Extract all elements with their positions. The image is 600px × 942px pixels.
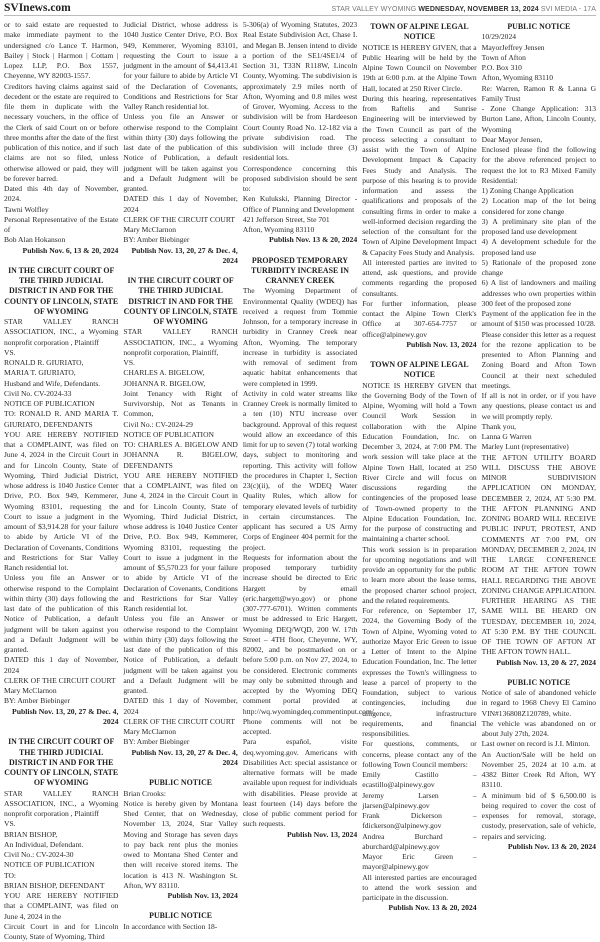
notice-heading: PUBLIC NOTICE [149, 911, 213, 921]
notice-paragraph: Civil No.: CV-2024-30 [4, 850, 74, 860]
notice-heading: TOWN OF ALPINE LEGAL NOTICE [370, 22, 469, 42]
notice-paragraph: Andrea Burchard – aburchard@alpinewy.gov [362, 831, 477, 851]
notice-paragraph: TO: [4, 870, 17, 880]
notice-paragraph: THE AFTON UTILITY BOARD WILL DISCUSS THE ABOVE MINOR SUBDIVISION APPLICATION ON MONDAY, DECEMBER 2, 2024, AT 5:30 PM. THE AFTON PLANNING AND ZONING BOARD WILL RECEIVE PUBLIC INPUT, PROTEST, AND COMMENTS AT 7:00 PM, ON MONDAY, DECEMBER 2, 2024, IN THE LARGE CONFERENCE ROOM AT THE AFTON TOWN HALL REGARDING THE ABOVE ZONING CHANGE APPLICATION. FURTHER HEARING AS THE SAME WILL BE HEARD ON TUESDAY, DECEMBER 10, 2024, AT 5:30 P.M. BY THE COUNCIL OF THE TOWN OF AFTON AT THE AFTON TOWN HALL. [481, 452, 597, 657]
notice-paragraph: BRIAN BISHOP, DEFENDANT [4, 880, 105, 890]
notice-paragraph: or to said estate are requested to make immediate payment to the undersigned c/o Lance T. Harmon, Bailey | Stock | Harmon | Cottam | Lopez LLP, P.O. Box 1557, Cheyenne, WY 82003-1557. [4, 20, 119, 81]
notice-paragraph: 1) Zoning Change Application [481, 186, 574, 196]
notice-paragraph: STAR VALLEY RANCH ASSOCIATION, INC., a Wyoming nonprofit corporation , Plaintiff [4, 317, 119, 347]
notice-paragraph: Correspondence concerning this proposed subdivision should be sent to: [242, 163, 358, 193]
notice-paragraph: CLERK OF THE CIRCUIT COURT [123, 716, 236, 726]
column-1 [4, 20, 119, 942]
notice-paragraph: Civil No.: CV-2024-29 [123, 419, 193, 429]
notice-paragraph: BRIAN BISHOP, [4, 829, 58, 839]
notice-paragraph: 4) A development schedule for the proposed land use [481, 237, 597, 257]
notice-paragraph: In accordance with Section 18- [123, 921, 218, 931]
notice-paragraph: MayorJeffrey Jensen [481, 42, 545, 52]
notice-paragraph: YOU ARE HEREBY NOTIFIED that a COMPLAINT, was filed on June 4, 2024 in the [4, 891, 119, 921]
notice-paragraph: P.O. Box 310 [481, 63, 522, 73]
column-3 [242, 20, 376, 927]
notice-paragraph: BY: Amber Biebinger [123, 737, 190, 747]
notice-paragraph: Circuit Court in and for Lincoln County, State of Wyoming, Third [4, 921, 119, 942]
notice-paragraph: 3) A preliminary site plan of the proposed land use development [481, 216, 597, 237]
issue-date: WEDNESDAY, NOVEMBER 13, 2024 [418, 6, 539, 13]
notice-paragraph: Jeremy Larsen – jlarsen@alpinewy.gov [362, 790, 477, 810]
notice-paragraph: The vehicle was abandoned on or about July 27th, 2024. [481, 718, 597, 739]
notice-paragraph: Husband and Wife, Defendants. [4, 378, 101, 388]
notice-paragraph: Mary McClarnon [123, 225, 177, 234]
notice-paragraph: 2) Location map of the lot being considered for zone change [481, 196, 597, 216]
notice-paragraph: STAR VALLEY RANCH ASSOCIATION, INC., a Wyoming nonprofit corporation, Plaintiff, [123, 327, 238, 357]
notice-paragraph: Mary McClarnon [4, 686, 57, 696]
notice-paragraph: DATED this 1 day of November, 2024 [123, 194, 238, 214]
notice-paragraph: Enclosed please find the following for the above referenced project to request the lot to R3 Mixed Family Residential: [481, 145, 597, 185]
notice-paragraph: 5) Rationale of the proposed zone change [481, 257, 597, 278]
notice-paragraph: A minimum bid of $ 6,500.00 is being required to cover the cost of expenses for removal, storage, custody, preservation, sale of vehicle, repairs and servicing. [481, 790, 597, 841]
notice-paragraph: During this hearing, representatives from Raftelis and Sunrise Engineering will be interviewed by the Town Council as part of the process selecting a consultant to assist with the Town of Alpine Development Impact & Capacity Fees Study and Analysis. The purpose of this hearing is to provide information and assess the qualifications and proposals of the consulting firms in order to make a well-informed decision regarding the selection of the consultant for the Town of Alpine Development Impact & Capacity Fees Study and Analysis. [362, 93, 477, 257]
notice-paragraph: 10/29/2024 [481, 32, 517, 42]
publish-dates: Publish Nov. 13, 20, 27 & Dec. 4, 2024 [131, 245, 238, 265]
site-name[interactable]: SVInews.com [4, 2, 71, 14]
notice-paragraph: Unless you file an Answer or otherwise respond to the Complaint within thirty (30) days following the last date of the publication of this Notice of Publication, a default judgment will be taken against you and a Default Judgment will be granted. [123, 112, 238, 193]
notice-paragraph: VS. [4, 819, 16, 829]
notice-paragraph: Re: Warren, Ramon R & Lanna G Family Trust [481, 83, 597, 103]
notice-paragraph: Civil No. CV-2024-33 [4, 388, 72, 398]
notice-paragraph: For questions, comments, or concerns, please contact any of the following Town Council members: [362, 739, 477, 769]
notice-paragraph: TO: CHARLES A. BIGELOW AND JOHANNA R. BIGELOW, DEFENDANTS [123, 440, 238, 470]
notice-paragraph: Dated this 4th day of November, 2024. [4, 184, 119, 204]
notice-paragraph: Last owner on record is J.I. Minton. [481, 739, 590, 749]
publish-dates: Publish Nov. 13, 2024 [286, 829, 358, 839]
notice-paragraph: 6) A list of landowners and mailing addresses who own properties within 300 feet of the proposed zone [481, 278, 597, 308]
notice-paragraph: Mayor Eric Green – mayor@alpinewy.gov [362, 852, 477, 872]
publish-dates: Publish Nov. 13, 2024 [167, 891, 238, 901]
notice-heading: TOWN OF ALPINE LEGAL NOTICE [370, 360, 469, 380]
notice-paragraph: NOTICE IS HEREBY GIVEN that the Governing Body of the Town of Alpine, Wyoming will hold a Town Council Work Session in collaboration with the Alpine Education Foundation, Inc. on December 3, 2024, at 7:00 PM. The work session will take place at the Alpine Town Hall, located at 250 River Circle and will focus on discussions regarding the contingencies of the proposed lease of Town-owned property to the Alpine Education Foundation, Inc. for the purpose of constructing and maintaining a charter school. [362, 380, 477, 544]
notice-paragraph: Afton, Wyoming 83110 [242, 225, 315, 234]
notice-paragraph: DATED this 1 day of November, 2024 [4, 655, 119, 675]
notice-paragraph: Mary McClarnon [123, 727, 177, 737]
notice-paragraph: Town of Afton [481, 52, 526, 62]
notice-paragraph: Judicial District, whose address is 1040 Justice Center Drive, P.O. Box 949, Kemmerer, Wyoming 83101, requesting the Court to issue a judgment in the amount of $4,413.41 for your failure to abide by Article VI of the Declaration of Covenants, Conditions and Restrictions for Star Valley Ranch residential lot. [123, 20, 238, 111]
notice-paragraph: Activity in cold water streams like Cranney Creek is normally limited to a ten (10) NTU increase over background. Approval of this request would allow an exceedance of this limit for up to seven (7) total working days, subject to monitoring and reporting. This activity will follow the procedures in Chapter 1, Section 23(c)(ii), of the WDEQ Water Quality Rules, which allow for temporary elevated levels of turbidity in certain circumstances. The applicant has secured a US Army Corps of Engineer 404 permit for the project. [242, 388, 358, 552]
notice-heading: PROPOSED TEMPORARY TURBIDITY INCREASE IN CRANNEY CREEK [251, 255, 349, 286]
notice-paragraph: Dear Mayor Jensen, [481, 134, 543, 144]
notice-paragraph: The Wyoming Department of Environmental Quality (WDEQ) has received a request from Tommie Johnson, for a temporary increase in turbidity in Cranney Creek near Afton, Wyoming. The temporary increase in turbidity is associated with removal of sediment from aquatic habitat enhancements that were completed in 1999. [242, 286, 358, 388]
notice-paragraph: If all is not in order, or if you have any questions, please contact us and we will promptly reply. [481, 391, 597, 421]
notice-paragraph: Afton, Wyoming 83110 [481, 73, 554, 83]
page-section: SVI MEDIA - 17A [540, 6, 596, 13]
notice-paragraph: Tawni Wolfley [4, 204, 49, 214]
notice-paragraph: Bob Alan Hokanson [4, 235, 66, 245]
notice-paragraph: NOTICE IS HEREBY GIVEN, that a Public Hearing will be held by the Alpine Town Council on November 19th at 6:00 p.m. at the Alpine Town Hall, located at 250 River Circle. [362, 42, 477, 93]
notice-paragraph: CHARLES A. BIGELOW, [123, 368, 205, 378]
notice-paragraph: Joint Tenancy with Right of Survivorship, Not as Tenants in Common, [123, 388, 238, 419]
notice-paragraph: Frank Dickerson – fdickerson@alpinewy.gov [362, 811, 477, 831]
notice-paragraph: NOTICE OF PUBLICATION [4, 860, 95, 870]
dateline [332, 5, 596, 15]
notice-paragraph: Requests for information about the proposed temporary turbidity increase should be directed to Eric Hargett by email (eric.hargett@wyo.gov) or phone (307-777-6701). Written comments must be addressed to Eric Hargett, Wyoming DEQ/WQD, 200 W. 17th Street – 4TH floor, Cheyenne, WY, 82002, and be postmarked on or before 5:00 p.m. on Nov 27, 2024, to be considered. Electronic comments may only be submitted through and accepted by the Wyoming DEQ comment portal provided at http://wq.wyomingdeq.commentinput.com/. Phone comments will not be accepted. [242, 552, 376, 737]
column-2 [123, 20, 238, 931]
notice-paragraph: Marley Lunt (representative) [481, 442, 569, 452]
notice-paragraph: BY: Amber Biebinger [123, 235, 190, 245]
notice-paragraph: An Auction/Sale will be held on November 25, 2024 at 10 a.m. at 4382 Bitter Creek Rd Afton, WY 83110. [481, 749, 597, 790]
notice-paragraph: VS. [4, 347, 16, 357]
notice-paragraph: 421 Jefferson Street, Ste 701 [242, 214, 330, 224]
notice-paragraph: Unless you file an Answer or otherwise respond to the Complaint within thirty (30) days following the last date of the publication of this Notice of Publication, a default judgment will be taken against you and a Default Judgment will be granted. [4, 573, 119, 655]
notice-heading: PUBLIC NOTICE [507, 22, 571, 31]
publish-dates: Publish Nov. 6, 13 & 20, 2024 [22, 245, 119, 255]
notice-paragraph: NOTICE OF PUBLICATION [123, 429, 214, 439]
notice-paragraph: RONALD R. GIURIATO, [4, 358, 84, 368]
page-header [4, 1, 596, 16]
notice-paragraph: This work session is in preparation for upcoming negotiations and will provide an opportunity for the public to learn more about the lease terms, the proposed charter school project, and the related requirements. [362, 544, 477, 605]
notice-paragraph: Thank you, [481, 421, 516, 431]
publish-dates: Publish Nov. 13 & 20, 2024 [507, 841, 597, 851]
notice-paragraph: For further information, please contact the Alpine Town Clerk's Office at 307-654-7757 or office@alpinewy.gov [362, 298, 477, 339]
publish-dates: Publish Nov. 13, 2024 [406, 339, 477, 349]
notice-paragraph: Emily Castillo – ecastillo@alpinewy.gov [362, 770, 477, 790]
column-4 [362, 20, 476, 927]
notice-paragraph: All interested parties are invited to attend, ask questions, and provide comments regarding the proposed consultants. [362, 257, 477, 298]
notice-paragraph: All interested parties are encouraged to attend the work session and participate in the discussion. [362, 872, 477, 903]
notice-paragraph: NOTICE OF PUBLICATION [4, 399, 95, 409]
publish-dates: Publish Nov. 13 & 20, 2024 [388, 903, 477, 913]
notice-paragraph: YOU ARE HEREBY NOTIFIED that a COMPLAINT, was filed on June 4, 2024 in the Circuit Court in and for Lincoln County, State of Wyoming, Third Judicial District, whose address is 1040 Justice Center Drive, P.O. Box 949, Kemmerer, Wyoming 83101, requesting the Court to issue a judgment in the amount of $3,914.28 for your failure to abide by Article VI of the Declaration of Covenants, Conditions and Restrictions for Star Valley Ranch residential lot. [4, 429, 119, 573]
notice-paragraph: Para español, visite deq.wyoming.gov. Americans with Disabilities Act: special assistance or alternative formats will be made available upon request for individuals with disabilities. Please provide at least fourteen (14) days before the close of public comment period for such requests. [242, 737, 358, 829]
publish-dates: Publish Nov. 13, 20 & 27, 2024 [496, 657, 597, 667]
notice-heading: IN THE CIRCUIT COURT OF THE THIRD JUDICIAL DISTRICT IN AND FOR THE COUNTY OF LINCOLN, STATE OF WYOMING [4, 265, 119, 316]
notice-paragraph: MARIA T. GIURIATO, [4, 368, 76, 378]
notice-paragraph: CLERK OF THE CIRCUIT COURT [123, 214, 236, 224]
notice-paragraph: YOU ARE HEREBY NOTIFIED that a COMPLAINT, was filed on June 4, 2024 in the Circuit Court in and for Lincoln County, State of Wyoming, Third Judicial District, whose address is 1040 Justice Center Drive, P.O. Box 949, Kemmerer, Wyoming 83101, requesting the Court to issue a judgment in the amount of $5,570.23 for your failure to abide by Article VI of the Declaration of Covenants, Conditions and Restrictions for Star Valley Ranch residential lot. [123, 470, 238, 614]
publish-dates: Publish Nov. 13 & 20, 2024 [269, 235, 358, 245]
notice-paragraph: TO: RONALD R. AND MARIA T. GIURIATO, DEFENDANTS [4, 409, 119, 429]
notice-heading: IN THE CIRCUIT COURT OF THE THIRD JUDICIAL DISTRICT IN AND FOR THE COUNTY OF LINCOLN, STATE OF WYOMING [4, 737, 119, 788]
notice-paragraph: Personal Representative of the Estate of [4, 214, 119, 234]
notice-paragraph: 5-306(a) of Wyoming Statutes, 2023 Real Estate Subdivision Act, Chase I. and Megan B. Jensen intend to divide a portion of the SE1/4SE1/4 of Section 31, T33N R118W, Lincoln County, Wyoming. The subdivision is approximately 2.9 miles north of Afton, Wyoming and 0.8 miles west of Grover, Wyoming. Access to the subdivision will be from Hardeeson Court County Road No. 12-182 via a private subdivision road. The subdivision will include three (3) residential lots. [242, 20, 358, 163]
notice-paragraph: Lanna G Warren [481, 432, 532, 442]
notice-paragraph: Unless you file an Answer or otherwise respond to the Complaint within thirty (30) days following the last date of the publication of this Notice of Publication, a default judgment will be taken against you and a Default Judgment will be granted. [123, 614, 238, 696]
notice-paragraph: CLERK OF THE CIRCUIT COURT [4, 675, 116, 685]
notice-paragraph: - Zone Change Application: 313 Burton Lane, Afton, Lincoln County, Wyoming [481, 104, 597, 134]
notice-paragraph: An Individual, Defendant. [4, 839, 84, 849]
notice-paragraph: JOHANNA R. BIGELOW, [123, 378, 206, 388]
notice-paragraph: BY: Amber Biebinger [4, 696, 70, 706]
notice-paragraph: STAR VALLEY RANCH ASSOCIATION, INC., a Wyoming nonprofit corporation , Plaintiff [4, 788, 119, 819]
notice-paragraph: VS. [123, 358, 135, 368]
notice-paragraph: Payment of the application fee in the amount of $150 was processed 10/28. [481, 309, 597, 329]
publish-dates: Publish Nov. 13, 20, 27 & Dec. 4, 2024 [12, 706, 119, 726]
notice-paragraph: Notice is hereby given by Montana Shed Center, that on Wednesday, November 13, 2024, Star Valley Moving and Storage has seven days to pay back rent plus the monies owed to Montana Shed Center and then will receive stored items. The location is 413 N. Washington St. Afton, WY 83110. [123, 798, 238, 890]
notice-paragraph: Brian Crooks: [123, 788, 166, 798]
publish-dates: Publish Nov. 13, 20, 27 & Dec. 4, 2024 [131, 747, 238, 767]
notice-paragraph: For reference, on September 17, 2024, the Governing Body of the Town of Alpine, Wyoming voted to authorize Mayor Eric Green to issue a Letter of Intent to the Alpine Education Foundation, Inc. The letter expresses the Town's willingness to lease a parcel of property to the Foundation, subject to various contingencies, including due diligence, infrastructure requirements, and financial responsibilities. [362, 606, 477, 739]
notice-paragraph: Notice of sale of abandoned vehicle in regard to 1968 Chevy El Camino VIN#136808Z120789, white. [481, 688, 597, 718]
notice-heading: PUBLIC NOTICE [149, 778, 213, 788]
column-5 [482, 20, 596, 927]
paper-name: STAR VALLEY WYOMING [331, 6, 417, 13]
notice-paragraph: DATED this 1 day of November, 2024 [123, 696, 238, 716]
notice-paragraph: Please consider this letter as a request for the rezone application to be presented to Afton Planning and Zoning Board and Afton Town Council at their next scheduled meetings. [481, 329, 597, 390]
notice-paragraph: Ken Kulukski, Planning Director - Office of Planning and Development [242, 194, 358, 214]
notice-paragraph: Creditors having claims against said decedent or the estate are required to file them in duplicate with the necessary vouchers, in the office of the Clerk of said Court on or before three months after the date of the first publication of this notice, and if such claims are not so filed, unless otherwise allowed or paid, they will be forever barred. [4, 81, 119, 183]
legal-notices-columns [4, 20, 597, 942]
notice-heading: PUBLIC NOTICE [507, 677, 571, 687]
notice-heading: IN THE CIRCUIT COURT OF THE THIRD JUDICIAL DISTRICT IN AND FOR THE COUNTY OF LINCOLN, STATE OF WYOMING [123, 276, 238, 327]
